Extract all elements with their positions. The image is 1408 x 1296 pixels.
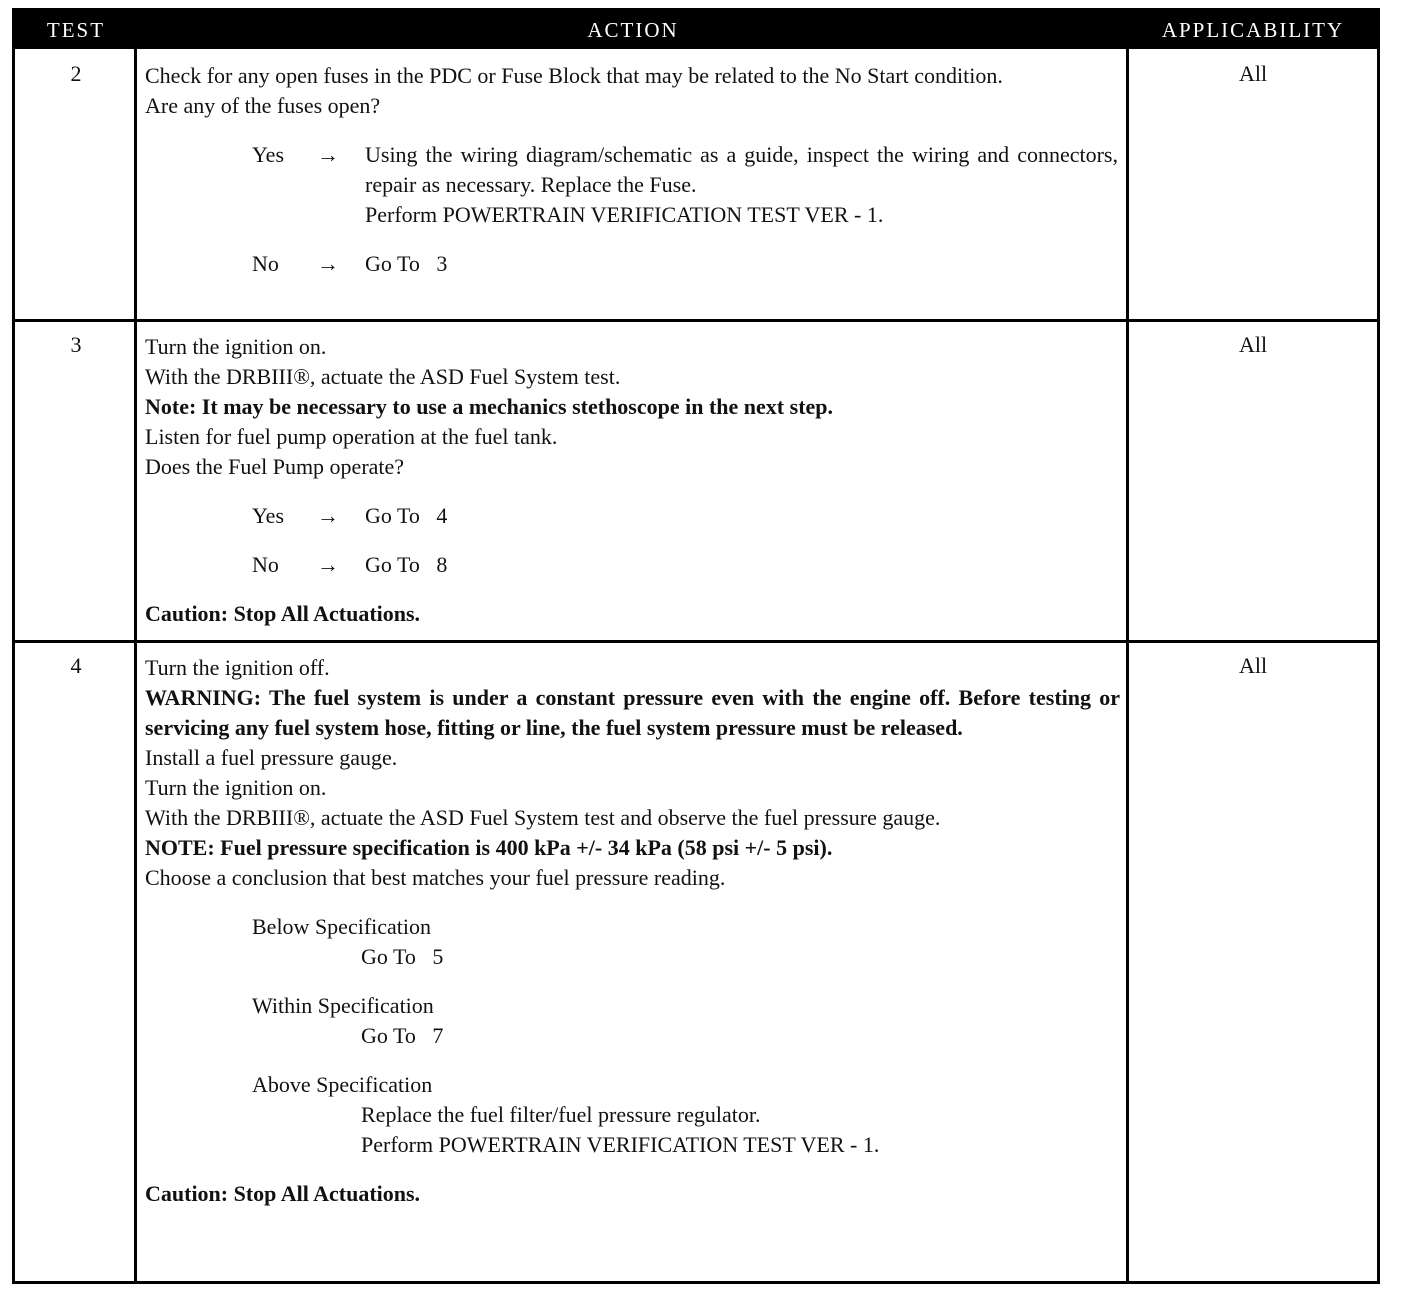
caution-line — [145, 599, 1120, 629]
option-result-line: Using the wiring diagram/schematic as a guide, inspect the wiring and connectors, repair as necessary. Replace the Fuse. — [365, 142, 1118, 197]
option-yes — [145, 140, 1120, 230]
option-result-line: Perform POWERTRAIN VERIFICATION TEST VER - 1. — [365, 202, 884, 227]
caution-text: Caution: Stop All Actuations. — [145, 1181, 421, 1206]
applicability-cell: All — [1238, 332, 1268, 357]
action-cell — [145, 61, 1120, 279]
action-line: With the DRBIII®, actuate the ASD Fuel System test and observe the fuel pressure gauge. — [145, 805, 941, 830]
row-divider — [15, 640, 1377, 643]
spec-result: Replace the fuel filter/fuel pressure regulator. — [361, 1102, 761, 1127]
action-note — [145, 392, 1120, 422]
action-line: Are any of the fuses open? — [145, 93, 381, 118]
note-text: NOTE: Fuel pressure specification is 400 kPa +/- 34 kPa (58 psi +/- 5 psi). — [145, 835, 833, 860]
test-number: 3 — [70, 332, 82, 357]
arrow-icon: → — [317, 142, 339, 167]
note-text: Note: It may be necessary to use a mechanics stethoscope in the next step. — [145, 394, 834, 419]
option-label: No — [252, 251, 279, 276]
applicability-cell: All — [1238, 653, 1268, 678]
option-result: Go To 8 — [365, 552, 448, 577]
spec-result: Perform POWERTRAIN VERIFICATION TEST VER - 1. — [361, 1132, 880, 1157]
spec-label: Within Specification — [252, 993, 434, 1018]
row-divider — [15, 319, 1377, 322]
header-test: TEST — [46, 18, 106, 42]
action-line: Turn the ignition on. — [145, 334, 327, 359]
spec-option-within — [145, 991, 1120, 1051]
action-warning — [145, 683, 1120, 743]
option-result: Go To 4 — [365, 503, 448, 528]
action-line: Turn the ignition on. — [145, 775, 327, 800]
option-label: No — [252, 552, 279, 577]
action-line: Check for any open fuses in the PDC or Fuse Block that may be related to the No Start condition. — [145, 63, 1003, 88]
spec-label: Above Specification — [252, 1072, 433, 1097]
caution-line — [145, 1179, 1120, 1209]
spec-label: Below Specification — [252, 914, 432, 939]
action-line: Listen for fuel pump operation at the fuel tank. — [145, 424, 558, 449]
option-result: Go To 3 — [365, 251, 448, 276]
action-line: Install a fuel pressure gauge. — [145, 745, 398, 770]
action-line: Turn the ignition off. — [145, 655, 330, 680]
action-cell — [145, 332, 1120, 629]
diagnostic-table — [12, 8, 1380, 1284]
option-result — [365, 140, 1118, 230]
applicability-cell: All — [1238, 61, 1268, 86]
option-yes — [145, 501, 1120, 531]
warning-text: WARNING: The fuel system is under a constant pressure even with the engine off. Before testing or servicing any fuel system hose, fitting or line, the fuel system pressure must be released. — [145, 685, 1120, 740]
arrow-icon: → — [317, 552, 339, 577]
spec-result: Go To 7 — [361, 1023, 444, 1048]
action-line: Does the Fuel Pump operate? — [145, 454, 405, 479]
option-no — [145, 550, 1120, 580]
test-number: 2 — [70, 61, 82, 86]
action-line: Choose a conclusion that best matches your fuel pressure reading. — [145, 865, 726, 890]
header-action: ACTION — [587, 18, 679, 42]
action-note — [145, 833, 1120, 863]
spec-option-above — [145, 1070, 1120, 1160]
spec-result: Go To 5 — [361, 944, 444, 969]
arrow-icon: → — [317, 503, 339, 528]
arrow-icon: → — [317, 251, 339, 276]
caution-text: Caution: Stop All Actuations. — [145, 601, 421, 626]
header-applicability: APPLICABILITY — [1161, 18, 1345, 42]
option-label: Yes — [252, 142, 285, 167]
option-no — [145, 249, 1120, 279]
spec-option-below — [145, 912, 1120, 972]
action-line: With the DRBIII®, actuate the ASD Fuel System test. — [145, 364, 621, 389]
table-header — [15, 11, 1377, 49]
action-cell — [145, 653, 1120, 1209]
option-label: Yes — [252, 503, 285, 528]
test-number: 4 — [70, 653, 82, 678]
